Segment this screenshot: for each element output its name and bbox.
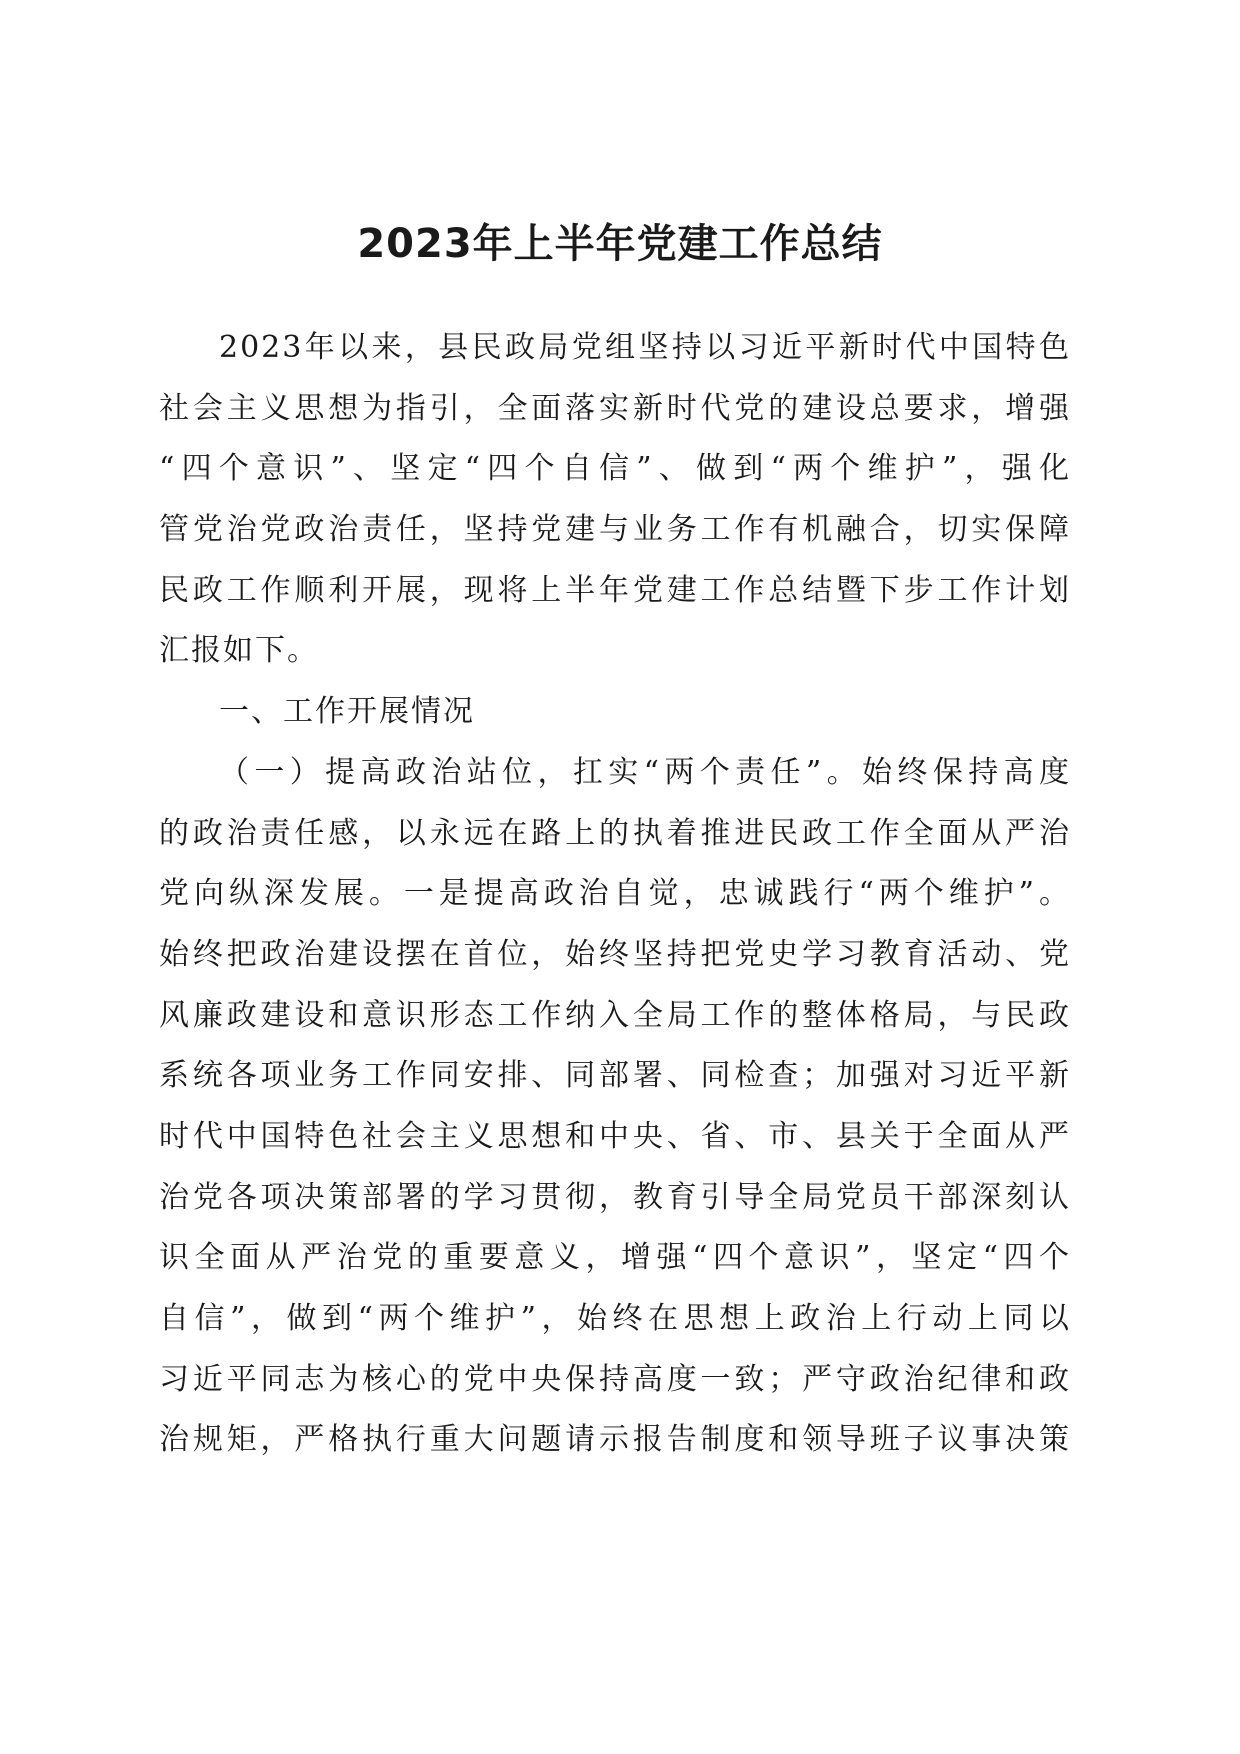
section-heading: 一、工作开展情况 — [219, 694, 475, 730]
body-line: 2023年以来，县民政局党组坚持以习近平新时代中国特色 — [219, 330, 1071, 365]
body-line: 识全面从严治党的重要意义，增强“四个意识”，坚定“四个 — [159, 1240, 1071, 1276]
body-line: 民政工作顺利开展，现将上半年党建工作总结暨下步工作计划 — [159, 572, 1071, 608]
body-line: 始终把政治建设摆在首位，始终坚持把党史学习教育活动、党 — [159, 936, 1071, 972]
body-line: “四个意识”、坚定“四个自信”、做到“两个维护”，强化 — [159, 451, 1071, 487]
document-body — [159, 318, 1071, 1471]
body-line: 汇报如下。 — [159, 633, 319, 669]
document-title: 2023年上半年党建工作总结 — [357, 221, 883, 267]
body-line: 的政治责任感，以永远在路上的执着推进民政工作全面从严治 — [159, 815, 1071, 851]
body-line: 时代中国特色社会主义思想和中央、省、市、县关于全面从严 — [159, 1118, 1071, 1154]
body-line: 治党各项决策部署的学习贯彻，教育引导全局党员干部深刻认 — [159, 1179, 1071, 1215]
body-line: 管党治党政治责任，坚持党建与业务工作有机融合，切实保障 — [159, 512, 1071, 548]
body-line: 自信”，做到“两个维护”，始终在思想上政治上行动上同以 — [159, 1301, 1071, 1336]
body-line: 风廉政建设和意识形态工作纳入全局工作的整体格局，与民政 — [159, 997, 1071, 1033]
body-line: （一）提高政治站位，扛实“两个责任”。始终保持高度 — [219, 754, 1071, 790]
body-line: 党向纵深发展。一是提高政治自觉，忠诚践行“两个维护”。 — [159, 876, 1071, 912]
body-line: 治规矩，严格执行重大问题请示报告制度和领导班子议事决策 — [159, 1422, 1071, 1458]
body-line: 习近平同志为核心的党中央保持高度一致；严守政治纪律和政 — [159, 1361, 1071, 1397]
body-line: 社会主义思想为指引，全面落实新时代党的建设总要求，增强 — [159, 390, 1071, 426]
body-line: 系统各项业务工作同安排、同部署、同检查；加强对习近平新 — [159, 1058, 1071, 1094]
